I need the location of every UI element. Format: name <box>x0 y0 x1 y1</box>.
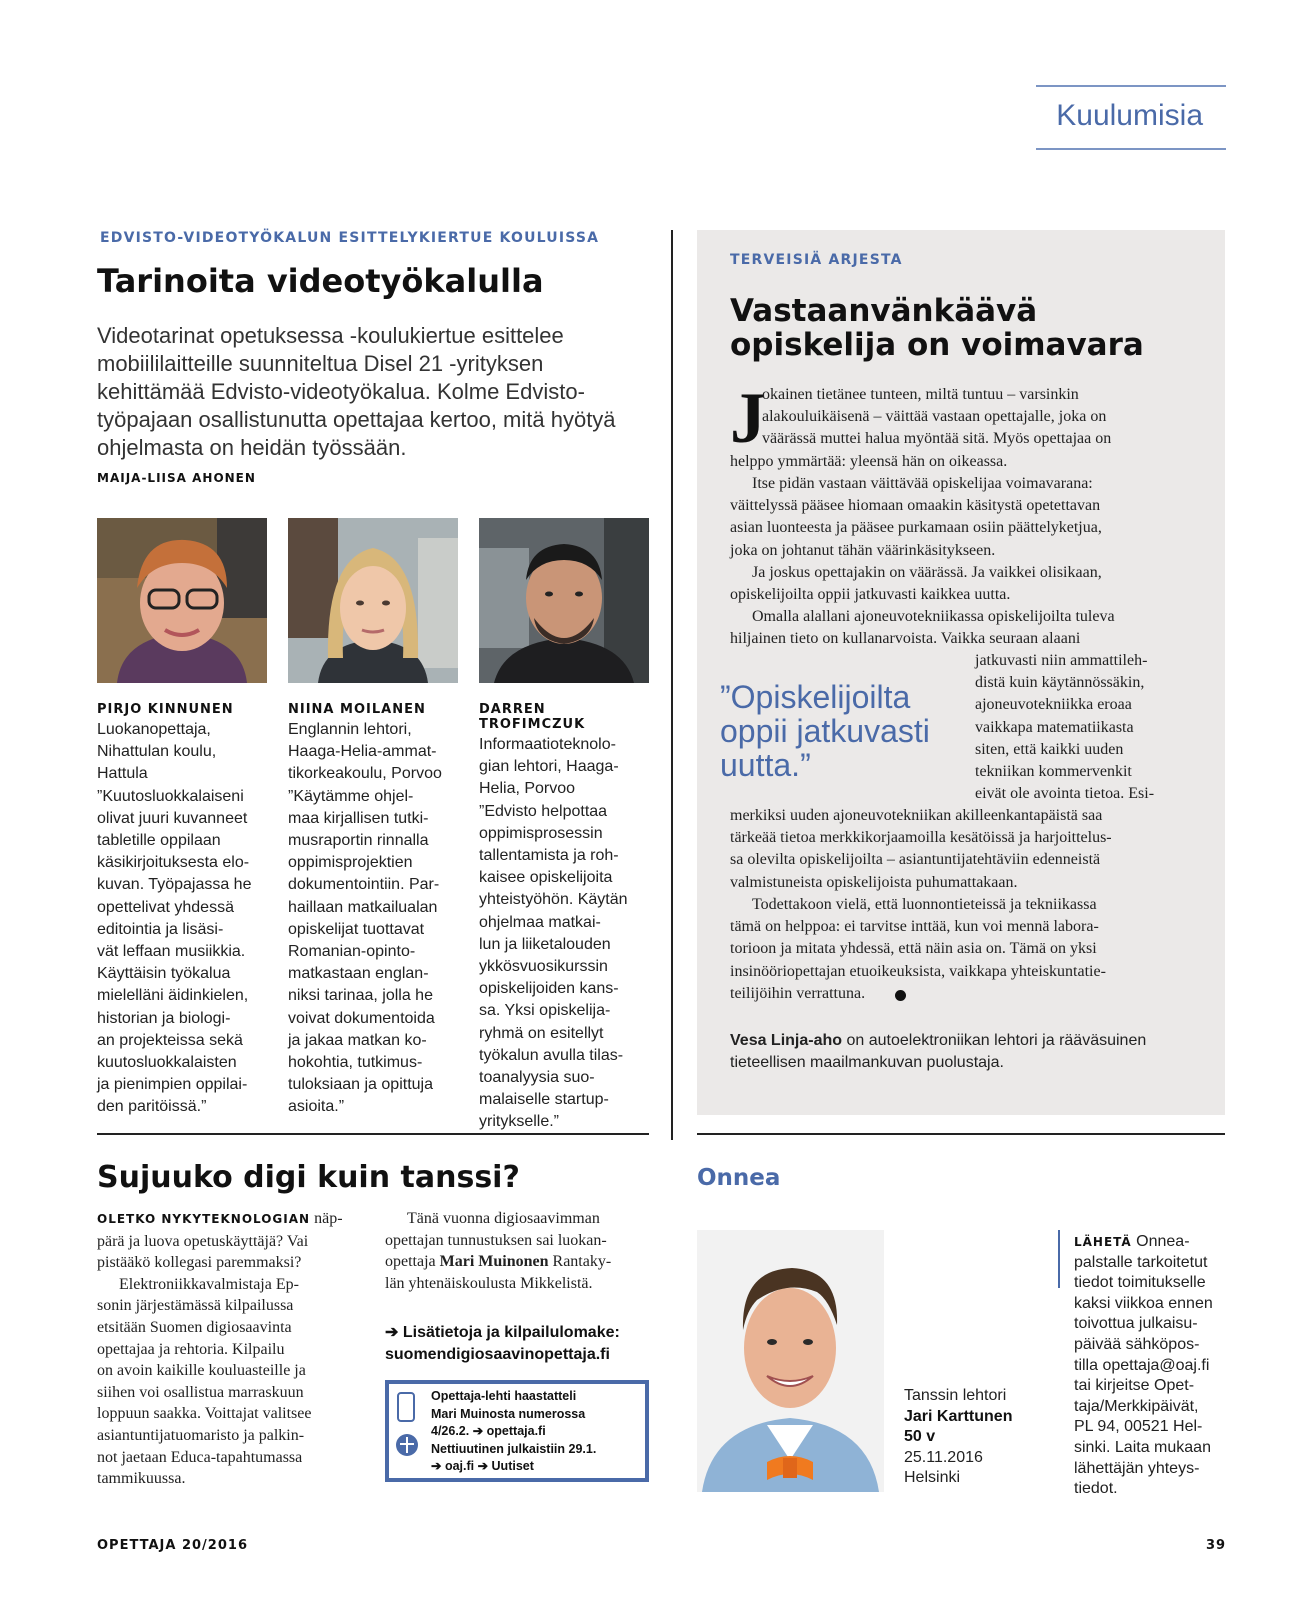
text-line: ohjelmasta on heidän työssään. <box>97 435 407 460</box>
text-line: toivottua julkaisu- <box>1074 1315 1198 1333</box>
caption-pirjo-kinnunen <box>97 702 272 1119</box>
text-line: kaksi viikkoa ennen <box>1074 1294 1213 1312</box>
infobox-text <box>431 1388 596 1476</box>
text-line: tärkeää tietoa merkkikorjaamoilla kesätöissä ja harjoittelus- <box>730 829 1112 847</box>
onnea-place: Helsinki <box>904 1469 961 1486</box>
footer-page-number: 39 <box>1206 1538 1227 1553</box>
section-rule-top <box>1036 85 1226 87</box>
text-line: Käyttäisin työkalua <box>97 965 231 983</box>
text-line: ”Käytämme ohjel- <box>288 787 414 805</box>
text-line: opettelivat yhdessä <box>97 898 234 916</box>
text-line: työkalun avulla tilas- <box>479 1046 624 1064</box>
text-line: alakouluikäisenä – väittää vastaan opettajalle, joka on <box>762 408 1107 426</box>
text-line: yritykselle.” <box>479 1113 560 1131</box>
text-line: malaiselle startup- <box>479 1091 609 1109</box>
text-line: ➔ oaj.fi ➔ Uutiset <box>431 1459 534 1473</box>
photo-pirjo-kinnunen <box>97 518 267 683</box>
text-line: Opettaja-lehti haastatteli <box>431 1389 577 1403</box>
text-line: väärässä muttei halua myöntää sitä. Myös opettajaa on <box>762 430 1112 448</box>
article1-lead <box>97 322 616 462</box>
column-para4-tail <box>730 805 1112 894</box>
author-bio-2: tieteellisen maailmankuvan puolustaja. <box>730 1054 1004 1071</box>
text-line: Helia, Porvoo <box>479 780 576 798</box>
article2-infobox <box>385 1380 649 1482</box>
text-line: etsitään Suomen digiosaavinta <box>97 1318 292 1336</box>
onnea-name: Jari Karttunen <box>904 1407 1013 1425</box>
text-line: työpajaan osallistunutta opettajaa kertoo, mitä hyötyä <box>97 407 616 432</box>
person-name: DARREN TROFIMCZUK <box>479 702 586 732</box>
text-line: opiskelija on voimavara <box>730 327 1144 363</box>
article2-right-col <box>385 1208 650 1294</box>
text-line: tammikuussa. <box>97 1470 186 1488</box>
text-line: haillaan matkailualan <box>288 898 438 916</box>
person-name: NIINA MOILANEN <box>288 702 426 717</box>
text-line: PL 94, 00521 Hel- <box>1074 1418 1203 1436</box>
text-line: tai kirjeitse Opet- <box>1074 1377 1195 1395</box>
text-line: yhteistyöhön. Käytän <box>479 891 628 909</box>
text-line: jatkuvasti niin ammattileh- <box>975 652 1148 669</box>
dropcap: J <box>730 378 766 458</box>
person-caption-text <box>288 719 463 1119</box>
text-line: väittelyssä pääsee hiomaan omaakin käsitystä opetettavan <box>730 497 1101 515</box>
text-line: ”Opiskelijoilta <box>720 679 911 715</box>
text-line: Onnea- <box>1131 1233 1190 1250</box>
text-line: sa. Yksi opiskelija- <box>479 1002 611 1020</box>
text-line: Haaga-Helia-ammat- <box>288 743 437 761</box>
right-line-0: Tänä vuonna digiosaavimman <box>407 1210 600 1227</box>
text-line: lun ja liiketalouden <box>479 935 611 953</box>
text-line: Omalla alallani ajoneuvotekniikassa opiskelijoilta tuleva <box>752 608 1115 625</box>
article2-left-col <box>97 1208 362 1490</box>
text-line: Itse pidän vastaan väittävää opiskelijaa voimavarana: <box>752 475 1093 492</box>
text-line: Hattula <box>97 765 148 783</box>
text-line: musraportin rinnalla <box>288 832 429 850</box>
text-line: merkiksi uuden ajoneuvotekniikan akilleenkantapäistä saa <box>730 807 1103 824</box>
right-line-2: opettaja <box>385 1253 440 1271</box>
article2-link-label: ➔ Lisätietoja ja kilpailulomake: <box>385 1324 620 1341</box>
text-line: tekniikan kommervenkit <box>975 763 1132 781</box>
text-line: ryhmä on esitellyt <box>479 1024 604 1042</box>
text-line: torioon ja mitata yhdessä, että näin asia on. Tämä on yksi <box>730 940 1097 958</box>
column-author-bio <box>730 1030 1146 1074</box>
text-line: Mari Muinosta numerossa <box>431 1406 586 1421</box>
text-line: uutta.” <box>720 747 811 783</box>
text-line: kuutosluokkalaisten <box>97 1054 237 1072</box>
text-line: ajoneuvotekniikka eroaa <box>975 696 1132 714</box>
text-line: tiedot toimitukselle <box>1074 1274 1206 1292</box>
footer-publication: OPETTAJA 20/2016 <box>97 1538 248 1553</box>
text-line: loppuun saakka. Voittajat valitsee <box>97 1405 312 1423</box>
text-line: siten, että kaikki uuden <box>975 740 1124 758</box>
text-line: Englannin lehtori, <box>288 721 412 738</box>
section-rule-bottom <box>1036 148 1226 150</box>
text-line: olivat juuri kuvanneet <box>97 809 248 827</box>
text-line: opiskelijat tuottavat <box>288 920 425 938</box>
text-line: Ja joskus opettajakin on väärässä. Ja vaikkei olisikaan, <box>752 564 1102 581</box>
photo-niina-moilanen <box>288 518 458 683</box>
text-line: siihen voi osallistua marraskuun <box>97 1383 304 1401</box>
text-line: asiantuntijatuomaristo ja palkin- <box>97 1426 305 1444</box>
text-line: joka on johtanut tähän väärinkäsitykseen. <box>730 541 996 559</box>
article1-title: Tarinoita videotyökalulla <box>97 262 544 300</box>
text-line: gian lehtori, Haaga- <box>479 758 619 776</box>
text-line: sa olevilta opiskelijoilta – asiantuntijatehtäviin edenneistä <box>730 851 1101 869</box>
text-line: lähettäjän yhteys- <box>1074 1459 1200 1477</box>
onnea-role: Tanssin lehtori <box>904 1387 1007 1404</box>
text-line: ja pienimpien oppilai- <box>97 1076 248 1094</box>
onnea-age: 50 v <box>904 1428 936 1445</box>
rule-onnea <box>697 1133 1225 1135</box>
text-line: vät leffaan musiikkia. <box>97 943 246 961</box>
text-line: Nihattulan koulu, <box>97 743 217 761</box>
send-caps: LÄHETÄ <box>1074 1235 1132 1249</box>
text-line: Nettiuutinen julkaistiin 29.1. <box>431 1441 597 1456</box>
text-line: Luokanopettaja, <box>97 721 211 738</box>
onnea-photo <box>697 1230 884 1492</box>
pull-quote <box>720 680 930 782</box>
person-caption-text <box>97 719 272 1119</box>
column-para4-side <box>975 650 1154 805</box>
text-line: ja jakaa matkan ko- <box>288 1031 427 1049</box>
column-para1-rest: helppo ymmärtää: yleensä hän on oikeassa. <box>730 453 1008 470</box>
winner-name: Mari Muinonen <box>439 1253 549 1271</box>
text-line: teilijöihin verrattuna. <box>730 984 866 1002</box>
text-line: tabletille oppilaan <box>97 832 221 850</box>
caption-niina-moilanen <box>288 702 463 1119</box>
text-line: tiedot. <box>1074 1480 1118 1498</box>
text-line: hokohtia, tutkimus- <box>288 1054 423 1072</box>
article1-kicker: EDVISTO-VIDEOTYÖKALUN ESITTELYKIERTUE KOULUISSA <box>100 230 600 246</box>
author-bio-1: on autoelektroniikan lehtori ja rääväsuinen <box>842 1032 1147 1049</box>
web-icon <box>396 1434 418 1456</box>
text-line: tilla opettaja@oaj.fi <box>1074 1356 1210 1374</box>
text-line: tikorkeakoulu, Porvoo <box>288 765 442 783</box>
text-line: kuvan. Työpajassa he <box>97 876 252 894</box>
text-line: tuloksiaan ja opittuja <box>288 1076 433 1094</box>
text-line: Romanian-opinto- <box>288 943 416 961</box>
text-line: niksi tarinaa, jolla he <box>288 987 433 1005</box>
text-line: sinki. Laita mukaan <box>1074 1438 1211 1456</box>
text-line: taja/Merkkipäivät, <box>1074 1397 1199 1415</box>
text-line: tämä on helppoa: ei tarvitse inttää, kun voi mennä labora- <box>730 918 1099 936</box>
column-title <box>730 294 1144 362</box>
text-line: valmistuneista opiskelijoista puhumattakaan. <box>730 873 1018 891</box>
text-line: on avoin kaikille kouluasteille ja <box>97 1362 306 1380</box>
text-line: distä kuin käytännössäkin, <box>975 674 1145 692</box>
author-name: Vesa Linja-aho <box>730 1032 843 1049</box>
text-line: Informaatioteknolo- <box>479 736 616 753</box>
column-kicker: TERVEISIÄ ARJESTA <box>730 252 903 268</box>
text-line: opiskelijoiden kans- <box>479 980 619 998</box>
text-line: voivat dokumentoida <box>288 1009 435 1027</box>
column-para4 <box>730 606 1200 650</box>
right-line-3: län yhtenäiskoulusta Mikkelistä. <box>385 1274 593 1292</box>
column-para3 <box>730 562 1200 606</box>
text-line: toanalyysia suo- <box>479 1069 595 1087</box>
text-line: opettajaa ja rehtoria. Kilpailu <box>97 1340 285 1358</box>
article2-title: Sujuuko digi kuin tanssi? <box>97 1160 520 1195</box>
text-line: mobiililaitteille suunniteltua Disel 21 -yrityksen <box>97 351 544 376</box>
text-line: ohjelmaa matkai- <box>479 913 601 931</box>
column-para2 <box>730 473 1200 562</box>
text-line: Todettakoon vielä, että luonnontieteissä ja tekniikassa <box>752 896 1097 913</box>
person-caption-text <box>479 734 654 1134</box>
rule-article2 <box>97 1133 649 1135</box>
right-line-1: opettajan tunnustuksen sai luokan- <box>385 1231 607 1249</box>
article2-left-para2 <box>97 1274 362 1490</box>
article2-link-block[interactable] <box>385 1322 620 1366</box>
text-line: ”Edvisto helpottaa <box>479 802 608 820</box>
article1-byline: MAIJA-LIISA AHONEN <box>97 471 256 485</box>
text-line: 4/26.2. ➔ opettaja.fi <box>431 1424 546 1438</box>
text-line: sonin järjestämässä kilpailussa <box>97 1297 294 1315</box>
person-name: PIRJO KINNUNEN <box>97 702 234 717</box>
text-line: maa kirjallisen tutki- <box>288 809 429 827</box>
text-line: Elektroniikkavalmistaja Ep- <box>119 1275 299 1293</box>
text-line: palstalle tarkoitetut <box>1074 1253 1208 1271</box>
text-line: Videotarinat opetuksessa -koulukiertue esittelee <box>97 323 564 348</box>
text-line: mielelläni äidinkielen, <box>97 987 249 1005</box>
column-divider <box>671 230 673 1140</box>
tablet-icon <box>397 1392 415 1422</box>
text-line: matkastaan englan- <box>288 965 429 983</box>
text-line: tallentamista ja roh- <box>479 847 619 865</box>
text-line: oppii jatkuvasti <box>720 713 930 749</box>
text-line: oppimisprojektien <box>288 854 413 872</box>
text-line: pärä ja luova opetuskäyttäjä? Vai <box>97 1232 309 1250</box>
text-line: käsikirjoituksesta elo- <box>97 854 250 872</box>
text-line: asioita.” <box>288 1098 345 1116</box>
text-line: insinööriopettajan etuoikeuksista, vaikkapa yhteiskuntatie- <box>730 962 1106 980</box>
text-line: dokumentointiin. Par- <box>288 876 440 894</box>
text-line: oppimisprosessin <box>479 824 603 842</box>
text-line: ”Kuutosluokkalaiseni <box>97 787 244 805</box>
article2-lead-caps: OLETKO NYKYTEKNOLOGIAN <box>97 1212 311 1226</box>
text-line: näp- <box>310 1210 343 1227</box>
article2-link-url[interactable]: suomendigiosaavinopettaja.fi <box>385 1346 610 1363</box>
text-line: Vastaanvänkäävä <box>730 293 1038 329</box>
text-line: kehittämää Edvisto-videotyökalua. Kolme Edvisto- <box>97 379 585 404</box>
right-after-name: Rantaky- <box>548 1253 612 1271</box>
text-line: not jaetaan Educa-tapahtumassa <box>97 1448 303 1466</box>
text-line: hiljainen tieto on kullanarvoista. Vaikka seuraan alaani <box>730 630 1081 648</box>
text-line: eivät ole avointa tietoa. Esi- <box>975 785 1155 803</box>
section-label: Kuulumisia <box>1056 99 1203 132</box>
onnea-title: Onnea <box>697 1165 781 1191</box>
column-para5 <box>730 894 1106 1005</box>
onnea-caption <box>904 1386 1012 1489</box>
text-line: vaikkapa matematiikasta <box>975 718 1134 736</box>
end-mark <box>895 990 906 1001</box>
caption-darren-trofimczuk <box>479 702 654 1134</box>
text-line: opiskelijoilta oppii jatkuvasti kaikkea uutta. <box>730 586 1011 604</box>
text-line: päivää sähköpos- <box>1074 1335 1200 1353</box>
text-line: historian ja biologi- <box>97 1009 231 1027</box>
column-para1-indented <box>762 384 1111 451</box>
onnea-date: 25.11.2016 <box>904 1448 983 1466</box>
text-line: okainen tietänee tunteen, miltä tuntuu – varsinkin <box>762 386 1079 403</box>
photo-darren-trofimczuk <box>479 518 649 683</box>
text-line: den paritöissä.” <box>97 1098 207 1116</box>
text-line: kaisee opiskelijoita <box>479 869 613 887</box>
send-text <box>1074 1233 1213 1497</box>
text-line: editointia ja lisäsi- <box>97 920 224 938</box>
text-line: an projekteissa sekä <box>97 1031 243 1049</box>
text-line: ykkösvuosikurssin <box>479 958 608 976</box>
text-line: pistääkö kollegasi paremmaksi? <box>97 1254 302 1272</box>
onnea-send-info <box>1074 1232 1213 1500</box>
send-rule <box>1058 1230 1060 1288</box>
article2-right-text <box>385 1208 650 1294</box>
text-line: asian luonteesta ja pääsee purkamaan osiin päättelyketjua, <box>730 519 1102 537</box>
